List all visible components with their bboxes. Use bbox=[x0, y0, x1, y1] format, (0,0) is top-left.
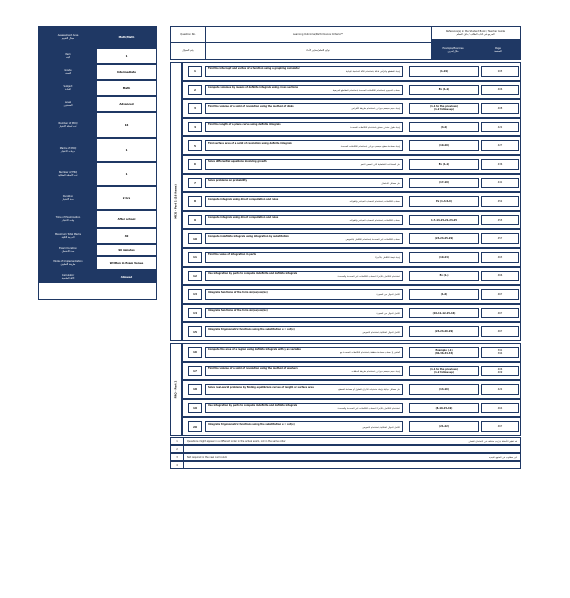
info-key-en: Subject bbox=[63, 85, 73, 88]
question-number: 10 bbox=[188, 233, 202, 244]
question-number: 6 bbox=[188, 159, 202, 170]
outcome-ar: حساب التكاملات باستخدام الحساب المباشر والقواعد bbox=[349, 219, 400, 223]
outcome-ar: استخدام التكامل بالأجزاء لحساب التكاملات غير المحددة والمحددة bbox=[337, 274, 400, 278]
info-key-ar: البند bbox=[65, 56, 71, 59]
question-reference bbox=[409, 122, 479, 133]
question-outcome bbox=[205, 403, 403, 414]
note-row bbox=[170, 445, 521, 453]
question-reference bbox=[409, 289, 479, 300]
question-outcome bbox=[205, 366, 403, 377]
question-number: 4 bbox=[188, 122, 202, 133]
header-example-col: Example/Exercise مثال/تمرين bbox=[431, 40, 475, 60]
info-value: 90 minutes bbox=[97, 245, 156, 255]
table-row bbox=[182, 229, 521, 248]
page-line: 452 bbox=[497, 199, 503, 203]
table-row bbox=[182, 362, 521, 381]
question-number: 13 bbox=[188, 289, 202, 300]
question-reference bbox=[409, 66, 479, 77]
info-value: 40 bbox=[97, 229, 156, 243]
page-line: 422 bbox=[497, 387, 503, 391]
info-key-ar: طريقة التطبيق bbox=[60, 263, 76, 266]
outcome-en: Integrate functions of the form sin(ax)cos(bx) bbox=[208, 309, 268, 313]
table-row bbox=[182, 248, 521, 267]
table-row bbox=[182, 174, 521, 193]
info-key-ar: مجال التقييم bbox=[61, 37, 75, 40]
info-key bbox=[39, 271, 97, 283]
header-reference-ar: المرجع في كتاب الطالب / دليل المعلم bbox=[456, 33, 495, 36]
question-number: 2 bbox=[188, 85, 202, 96]
page-line: 455 bbox=[497, 218, 503, 222]
question-outcome bbox=[205, 271, 403, 282]
header-statement-ar: نواتج التعلم/معايير الأداء bbox=[306, 49, 330, 52]
info-row bbox=[39, 243, 156, 255]
question-page bbox=[481, 384, 519, 395]
page-line: 436 bbox=[497, 162, 503, 166]
note-ar: غير مطلوب في المنهج الجديد bbox=[488, 455, 517, 459]
note-row bbox=[170, 437, 521, 445]
question-outcome bbox=[205, 178, 403, 189]
note-number: 1 bbox=[171, 438, 184, 444]
reference-line: (1-1 to the previous) bbox=[430, 367, 458, 371]
info-row bbox=[39, 185, 156, 209]
table-row bbox=[182, 62, 521, 81]
outcome-en: Solve real-world problems by finding equilibrium curves of length or surface area bbox=[208, 385, 314, 389]
question-reference bbox=[409, 103, 479, 114]
outcome-ar: حساب التكاملات غير المحددة باستخدام التكامل بالتعويض bbox=[345, 237, 400, 241]
info-key-ar: مدة الاختبار bbox=[62, 198, 74, 201]
outcome-en: Find the value of integration in parts bbox=[208, 253, 257, 257]
question-outcome bbox=[205, 347, 403, 358]
table-row bbox=[182, 99, 521, 118]
question-page bbox=[481, 233, 519, 244]
info-key-en: Assessment Area bbox=[57, 34, 79, 37]
outcome-ar: حل مسائل الاحتمال bbox=[381, 181, 400, 185]
question-outcome bbox=[205, 421, 403, 432]
info-row bbox=[39, 255, 156, 269]
info-key-ar: عدد أسئلة الاختيار bbox=[59, 125, 77, 128]
info-key bbox=[39, 211, 97, 227]
question-outcome bbox=[205, 140, 403, 151]
question-number: 3 bbox=[188, 103, 202, 114]
question-page bbox=[481, 289, 519, 300]
info-key-en: Time of Examination bbox=[55, 216, 81, 219]
table-row bbox=[182, 136, 521, 155]
outcome-en: Compute integrals using direct computation and rules bbox=[208, 197, 279, 201]
page-line: 406 bbox=[497, 367, 503, 371]
section-label-text: FRQ - Part 2 bbox=[174, 380, 178, 399]
question-outcome bbox=[205, 159, 403, 170]
table-row bbox=[182, 399, 521, 418]
page-line: 464 bbox=[497, 406, 503, 410]
info-value: 1 bbox=[97, 163, 156, 185]
reference-line: (17-19) bbox=[439, 181, 449, 185]
question-page bbox=[481, 178, 519, 189]
outcome-en: Find the volume of a solid of revolution using the method of disks bbox=[208, 104, 294, 108]
question-number: 9 bbox=[188, 215, 202, 226]
section-label-part1 bbox=[170, 62, 182, 341]
reference-line: (1-19) bbox=[439, 69, 449, 73]
question-page bbox=[481, 66, 519, 77]
table-row bbox=[182, 267, 521, 286]
outcome-en: Integrate trigonometric functions using the substitution u = cot(x) bbox=[208, 422, 295, 426]
reference-line: Ex (1-3-5-6) bbox=[436, 199, 452, 203]
question-page bbox=[481, 403, 519, 414]
info-key-en: Item bbox=[65, 53, 71, 56]
reference-line: (10-11-12-15-16) bbox=[432, 311, 456, 315]
info-key bbox=[39, 187, 97, 209]
info-value: Intermediate bbox=[97, 65, 156, 79]
note-ar: قد تظهر الأسئلة بترتيب مختلف في الامتحان الفعلي bbox=[468, 439, 517, 443]
page-line: 422 bbox=[497, 125, 503, 129]
outcome-en: Compute the area of a region using definite integrals with y as variable bbox=[208, 348, 301, 352]
question-page bbox=[481, 326, 519, 337]
reference-line: Ex (1-1) bbox=[438, 162, 450, 166]
header-reference-en: Reference(s) in the Student Book / Teacher Guide bbox=[445, 30, 506, 33]
info-value: 2 hrs bbox=[97, 187, 156, 209]
info-value: Math/Math bbox=[97, 27, 156, 47]
question-reference bbox=[409, 252, 479, 263]
info-key bbox=[39, 81, 97, 95]
question-number: 15 bbox=[188, 326, 202, 337]
question-number: 12 bbox=[188, 271, 202, 282]
header-no-ar: رقم السؤال bbox=[182, 49, 194, 52]
info-key bbox=[39, 65, 97, 79]
info-key bbox=[39, 27, 97, 47]
outcome-en: Solve differential equations involving growth bbox=[208, 160, 267, 164]
question-number: 17 bbox=[188, 366, 202, 377]
table-row bbox=[182, 380, 521, 399]
question-reference bbox=[409, 271, 479, 282]
question-reference bbox=[409, 326, 479, 337]
info-row bbox=[39, 209, 156, 227]
info-value: Advanced bbox=[97, 97, 156, 111]
outcome-ar: استخدام التكامل بالأجزاء لحساب التكاملات غير المحددة والمحددة bbox=[337, 407, 400, 411]
info-key-ar: المادة bbox=[65, 88, 71, 91]
outcome-en: Use integration by parts to compute indefinite and definite integrals bbox=[208, 271, 298, 275]
outcome-ar: إيجاد المقطع والرأس لدالة باستخدام الآلة الحاسبة البيانية bbox=[345, 70, 400, 74]
info-value: After school bbox=[97, 211, 156, 227]
info-key-en: Maximum Total Marks bbox=[54, 233, 82, 236]
question-number: 11 bbox=[188, 252, 202, 263]
page-line: 463 bbox=[497, 255, 503, 259]
reference-line: (14-16) bbox=[439, 387, 449, 391]
question-number: 20 bbox=[188, 421, 202, 432]
table-row bbox=[182, 81, 521, 100]
outcome-ar: تكامل الدوال من الصورة bbox=[376, 293, 400, 297]
reference-line: (19-24) bbox=[439, 255, 449, 259]
question-page bbox=[481, 308, 519, 319]
table-row bbox=[182, 118, 521, 137]
question-reference bbox=[409, 308, 479, 319]
info-key-ar: مدة الامتحان bbox=[61, 250, 75, 253]
outcome-en: Compute integrals using direct computation and rules bbox=[208, 216, 279, 220]
reference-line: Ex (1-1) bbox=[438, 88, 450, 92]
question-page bbox=[481, 421, 519, 432]
info-key-en: Duration bbox=[62, 195, 74, 198]
exam-info-panel bbox=[38, 26, 157, 300]
page-line: 467 bbox=[497, 425, 503, 429]
question-outcome bbox=[205, 308, 403, 319]
note-row bbox=[170, 453, 521, 461]
header-reference bbox=[431, 27, 520, 59]
info-row bbox=[39, 27, 156, 47]
outcome-ar: تكامل الدوال المثلثية باستخدام التعويض bbox=[362, 330, 400, 334]
question-number: 19 bbox=[188, 403, 202, 414]
outcome-ar: إيجاد مساحة سطح مجسم دوراني باستخدام التكاملات المحددة bbox=[340, 144, 400, 148]
info-key-en: Number of FRQ bbox=[58, 171, 78, 174]
info-key-ar: درجات الاختيار bbox=[60, 150, 76, 153]
outcome-en: Find the volume of a solid of revolution using the method of washers bbox=[208, 366, 298, 370]
question-reference bbox=[409, 178, 479, 189]
info-key-ar: الصف bbox=[65, 72, 71, 75]
reference-line: (1-1 to the previous) bbox=[430, 105, 458, 109]
outcome-en: Find the intercept and vertex of a function using a graphing calculator bbox=[208, 67, 300, 71]
question-number: 16 bbox=[188, 347, 202, 358]
page-line: 408 bbox=[497, 106, 503, 110]
page-line: 391 bbox=[497, 349, 503, 353]
header-no-en: Question No. bbox=[180, 33, 196, 36]
info-row bbox=[39, 47, 156, 63]
note-en: Questions might appear in a different order in the actual exam, not in the same order bbox=[187, 439, 286, 443]
question-page bbox=[481, 140, 519, 151]
info-key-ar: الدرجة الكلية bbox=[61, 236, 75, 239]
question-reference bbox=[409, 421, 479, 432]
outcome-ar: حل المعادلات التفاضلية التي تتضمن النمو bbox=[360, 163, 400, 167]
outcome-en: Integrate trigonometric functions using the substitution u = cot(x) bbox=[208, 327, 295, 331]
outcome-en: Integrate functions of the form sin(ax)cos(bx) bbox=[208, 290, 268, 294]
note-row bbox=[170, 461, 521, 469]
outcome-ar: حساب مساحة منطقة باستخدام التكاملات المحددة مع y كمتغير bbox=[339, 351, 400, 355]
coverage-table bbox=[170, 26, 521, 486]
question-number: 14 bbox=[188, 308, 202, 319]
question-reference bbox=[409, 196, 479, 207]
reference-line: (21-22) bbox=[439, 425, 449, 429]
page-line: 441 bbox=[497, 181, 503, 185]
info-value: 1 bbox=[97, 139, 156, 161]
info-row bbox=[39, 95, 156, 111]
question-outcome bbox=[205, 196, 403, 207]
info-value: 1 bbox=[97, 49, 156, 63]
info-key-en: Grade bbox=[64, 69, 72, 72]
info-row bbox=[39, 111, 156, 137]
question-page bbox=[481, 159, 519, 170]
info-value: Math bbox=[97, 81, 156, 95]
info-value: Written in Exam Venue bbox=[97, 257, 156, 269]
question-reference bbox=[409, 384, 479, 395]
info-key-ar: المستوى bbox=[63, 104, 73, 107]
question-outcome bbox=[205, 122, 403, 133]
question-number: 7 bbox=[188, 178, 202, 189]
outcome-ar: حساب التكاملات باستخدام الحساب المباشر والقواعد bbox=[349, 200, 400, 204]
section-label-text: MCQ - Part 1 (16 items) bbox=[174, 184, 178, 219]
question-number: 1 bbox=[188, 66, 202, 77]
info-row bbox=[39, 269, 156, 283]
page-line: 394 bbox=[497, 352, 503, 356]
info-value: 16 bbox=[97, 113, 156, 137]
reference-line: (23-24-25-29) bbox=[434, 237, 454, 241]
info-key-ar: الآلة الحاسبة bbox=[61, 277, 75, 280]
info-key bbox=[39, 49, 97, 63]
table-row bbox=[182, 192, 521, 211]
question-outcome bbox=[205, 289, 403, 300]
reference-line: (23-24-26-29) bbox=[434, 330, 454, 334]
outcome-en: Compute indefinite integrals using integration by substitution bbox=[208, 234, 289, 238]
page-line: 467 bbox=[497, 311, 503, 315]
info-key bbox=[39, 245, 97, 255]
reference-line: 1-7-14-15-21-23-25 bbox=[431, 218, 457, 222]
question-number: 8 bbox=[188, 196, 202, 207]
question-outcome bbox=[205, 66, 403, 77]
info-row bbox=[39, 161, 156, 185]
note-number: 2 bbox=[171, 446, 184, 452]
table-row bbox=[182, 285, 521, 304]
outcome-ar: حل مسائل حياتية بإيجاد منحنيات الاتزان للطول أو مساحة السطح bbox=[338, 388, 400, 392]
question-page bbox=[481, 347, 519, 358]
header-statement-en: Learning Outcome/Performance Criteria** bbox=[293, 33, 343, 36]
table-row bbox=[182, 304, 521, 323]
header-question-no bbox=[171, 27, 206, 59]
question-page bbox=[481, 252, 519, 263]
question-reference bbox=[409, 366, 479, 377]
question-page bbox=[481, 85, 519, 96]
reference-line: (1-6) bbox=[440, 292, 448, 296]
page-line: 457 bbox=[497, 237, 503, 241]
page-line: 427 bbox=[497, 144, 503, 148]
info-key bbox=[39, 113, 97, 137]
reference-line: (1-2 follow-up) bbox=[434, 108, 454, 112]
info-key-en: Level bbox=[64, 101, 72, 104]
outcome-ar: إيجاد حجم مجسم دوراني باستخدام طريقة الحلقات bbox=[351, 369, 400, 373]
question-reference bbox=[409, 347, 479, 358]
info-key-en: Mode of Implementation bbox=[53, 260, 83, 263]
outcome-ar: تكامل الدوال من الصورة bbox=[376, 312, 400, 316]
outcome-en: Solve problems on probability bbox=[208, 178, 247, 182]
outcome-ar: إيجاد حجم مجسم دوراني باستخدام طريقة الأقراص bbox=[351, 107, 400, 111]
outcome-en: Find surface area of a solid of revolution using definite integrals bbox=[208, 141, 292, 145]
question-number: 5 bbox=[188, 140, 202, 151]
question-page bbox=[481, 103, 519, 114]
info-row bbox=[39, 227, 156, 243]
question-reference bbox=[409, 85, 479, 96]
note-text bbox=[184, 440, 520, 443]
question-outcome bbox=[205, 326, 403, 337]
header-statement bbox=[205, 27, 432, 59]
header-page-col: Page الصفحة bbox=[475, 40, 520, 60]
page-line: 205 bbox=[497, 69, 503, 73]
note-number: 4 bbox=[171, 462, 184, 468]
outcome-ar: تكامل الدوال المثلثية باستخدام التعويض bbox=[362, 425, 400, 429]
page-line: 406 bbox=[497, 88, 503, 92]
question-outcome bbox=[205, 252, 403, 263]
note-number: 3 bbox=[171, 454, 184, 460]
info-key-ar: وقت الاختبار bbox=[61, 219, 75, 222]
table-row bbox=[182, 155, 521, 174]
reference-line: (8-10-15-19) bbox=[435, 406, 453, 410]
question-reference bbox=[409, 403, 479, 414]
info-key bbox=[39, 229, 97, 243]
outcome-ar: حساب الحجوم باستخدام التكاملات المحددة باستخدام المقاطع العرضية bbox=[332, 88, 400, 92]
note-text bbox=[184, 456, 520, 459]
outcome-ar: إيجاد طول منحنى مستوٍ باستخدام التكاملات المحددة bbox=[350, 126, 400, 130]
question-outcome bbox=[205, 384, 403, 395]
outcome-en: Compute volumes by means of definite integrals using cross sections bbox=[208, 85, 298, 89]
page-line: 466 bbox=[497, 274, 503, 278]
reference-line: (1-2 follow-up) bbox=[434, 370, 454, 374]
question-number: 18 bbox=[188, 384, 202, 395]
info-key-ar: عدد الأسئلة المقالية bbox=[58, 174, 78, 177]
question-reference bbox=[409, 140, 479, 151]
question-page bbox=[481, 215, 519, 226]
info-key-en: Number of MCQ bbox=[58, 122, 78, 125]
info-key bbox=[39, 139, 97, 161]
note-en: Not required in the new curriculum bbox=[187, 455, 228, 459]
question-outcome bbox=[205, 103, 403, 114]
question-page bbox=[481, 271, 519, 282]
page-line: 467 bbox=[497, 330, 503, 334]
info-key-en: Calculator bbox=[61, 274, 75, 277]
table-row bbox=[182, 211, 521, 230]
info-key-en: Marks of MCQ bbox=[59, 147, 77, 150]
reference-line: Ex (1-) bbox=[439, 274, 449, 278]
question-reference bbox=[409, 215, 479, 226]
question-reference bbox=[409, 233, 479, 244]
info-row bbox=[39, 63, 156, 79]
reference-line: (30-36-34-33) bbox=[434, 352, 454, 356]
question-outcome bbox=[205, 85, 403, 96]
question-outcome bbox=[205, 215, 403, 226]
table-row bbox=[182, 322, 521, 341]
outcome-ar: إيجاد قيمة التكامل بالأجزاء bbox=[374, 256, 400, 260]
info-row bbox=[39, 79, 156, 95]
reference-line: Example (-1) bbox=[435, 349, 453, 353]
page-line: 467 bbox=[497, 292, 503, 296]
question-outcome bbox=[205, 233, 403, 244]
info-key bbox=[39, 257, 97, 269]
outcome-en: Use integration by parts to compute indefinite and definite integrals bbox=[208, 404, 298, 408]
info-value: Allowed bbox=[97, 271, 156, 283]
question-page bbox=[481, 366, 519, 377]
info-row bbox=[39, 137, 156, 161]
table-row bbox=[182, 417, 521, 436]
info-key bbox=[39, 163, 97, 185]
section-label-part2 bbox=[170, 343, 182, 436]
question-page bbox=[481, 122, 519, 133]
reference-line: (19-20) bbox=[439, 144, 449, 148]
info-key bbox=[39, 97, 97, 111]
table-header bbox=[170, 26, 521, 60]
reference-line: (4-2) bbox=[440, 125, 448, 129]
question-reference bbox=[409, 159, 479, 170]
page-line: 409 bbox=[497, 370, 503, 374]
table-row bbox=[182, 343, 521, 362]
question-page bbox=[481, 196, 519, 207]
info-key-en: Exam Duration bbox=[59, 247, 77, 250]
outcome-en: Find the length of a plane curve using definite integrals bbox=[208, 123, 281, 127]
